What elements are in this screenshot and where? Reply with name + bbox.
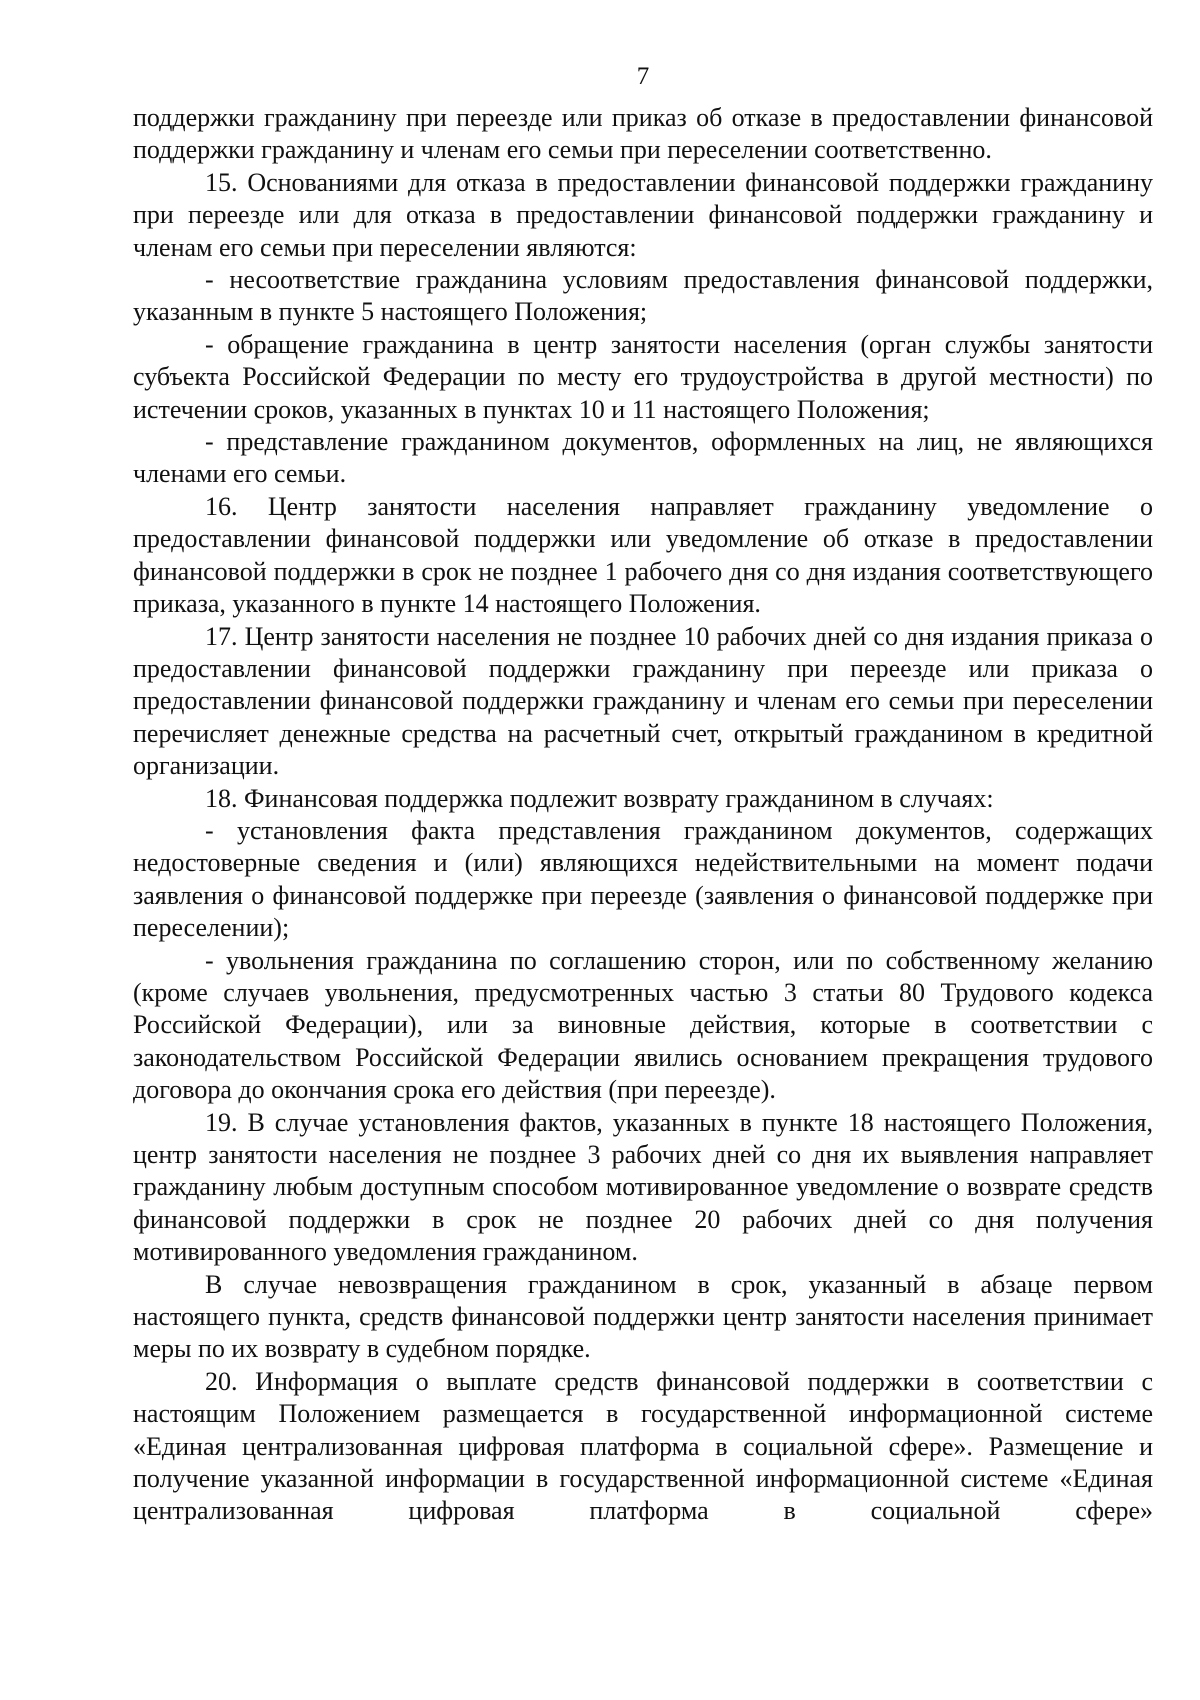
paragraph: 17. Центр занятости населения не позднее 10 рабочих дней со дня издания приказа о предоставлении финансовой поддержки гражданину при переезде или приказа о предоставлении финансовой поддержки гражданину и членам его семьи при переселении перечисляет денежные средства на расчетный счет, открытый гражданином в кредитной организации. (133, 621, 1153, 781)
page-number: 7 (636, 63, 650, 90)
paragraph: - обращение гражданина в центр занятости населения (орган службы занятости субъекта Российской Федерации по месту его трудоустройства в другой местности) по истечении сроков, указанных в пунктах 10 и 11 настоящего Положения; (133, 329, 1153, 424)
paragraph: 19. В случае установления фактов, указанных в пункте 18 настоящего Положения, центр занятости населения не позднее 3 рабочих дней со дня их выявления направляет гражданину любым доступным способом мотивированное уведомление о возврате средств финансовой поддержки в срок не позднее 20 рабочих дней со дня получения мотивированного уведомления гражданином. (133, 1107, 1153, 1267)
paragraph: поддержки гражданину при переезде или приказ об отказе в предоставлении финансовой поддержки гражданину и членам его семьи при переселении соответственно. (133, 103, 1153, 165)
paragraph: 20. Информация о выплате средств финансовой поддержки в соответствии с настоящим Положением размещается в государственной информационной системе «Единая централизованная цифровая платформа в социальной сфере». Размещение и получение указанной информации в государственной информационной системе «Единая централизованная цифровая платформа в социальной сфере» (133, 1366, 1153, 1526)
paragraph: В случае невозвращения гражданином в срок, указанный в абзаце первом настоящего пункта, средств финансовой поддержки центр занятости населения принимает меры по их возврату в судебном порядке. (133, 1269, 1153, 1364)
paragraph: - установления факта представления гражданином документов, содержащих недостоверные сведения и (или) являющихся недействительными на момент подачи заявления о финансовой поддержке при переезде (заявления о финансовой поддержке при переселении); (133, 815, 1153, 943)
paragraph: 16. Центр занятости населения направляет гражданину уведомление о предоставлении финансовой поддержки или уведомление об отказе в предоставлении финансовой поддержки в срок не позднее 1 рабочего дня со дня издания соответствующего приказа, указанного в пункте 14 настоящего Положения. (133, 491, 1153, 619)
document-page (133, 62, 1153, 1528)
paragraph: 18. Финансовая поддержка подлежит возврату гражданином в случаях: (205, 783, 994, 813)
paragraph: - представление гражданином документов, оформленных на лиц, не являющихся членами его семьи. (133, 427, 1153, 489)
paragraph: 15. Основаниями для отказа в предоставлении финансовой поддержки гражданину при переезде или для отказа в предоставлении финансовой поддержки гражданину и членам его семьи при переселении являются: (133, 167, 1153, 262)
document-body (133, 102, 1153, 1528)
paragraph: - увольнения гражданина по соглашению сторон, или по собственному желанию (кроме случаев увольнения, предусмотренных частью 3 статьи 80 Трудового кодекса Российской Федерации), или за виновные действия, которые в соответствии с законодательством Российской Федерации явились основанием прекращения трудового договора до окончания срока его действия (при переезде). (133, 945, 1153, 1105)
paragraph: - несоответствие гражданина условиям предоставления финансовой поддержки, указанным в пункте 5 настоящего Положения; (133, 265, 1153, 327)
